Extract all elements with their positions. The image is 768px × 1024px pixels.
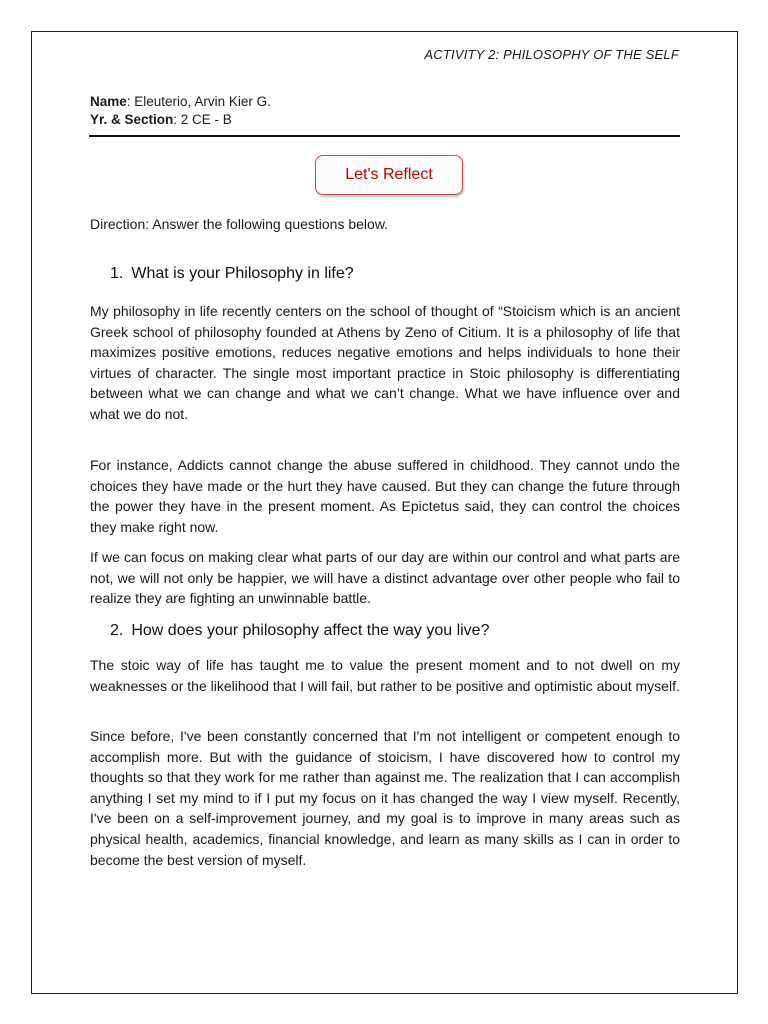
question-1-text: What is your Philosophy in life? xyxy=(131,265,354,282)
section-line xyxy=(90,111,271,129)
answer-1-paragraph-3: If we can focus on making clear what parts of our day are within our control and what parts are not, we will not only be happier, we will have a distinct advantage over other people who fail to realize they are fighting an unwinnable battle. xyxy=(90,549,680,607)
question-2-text: How does your philosophy affect the way you live? xyxy=(131,622,490,639)
student-info xyxy=(90,93,271,129)
answer-1-paragraph-2: For instance, Addicts cannot change the abuse suffered in childhood. They cannot undo the choices they have made or the hurt they have caused. But they can change the future through the power they have in the present moment. As Epictetus said, they can control the choices they make right now. xyxy=(90,457,680,535)
name-value: : Eleuterio, Arvin Kier G. xyxy=(126,94,271,109)
lets-reflect-label: Let's Reflect xyxy=(345,166,433,183)
answer-2-paragraph-2: Since before, I've been constantly concerned that I'm not intelligent or competent enough to accomplish more. But with the guidance of stoicism, I have discovered how to control my thoughts so that they work for me rather than against me. The realization that I can accomplish anything I set my mind to if I put my focus on it has changed the way I view myself. Recently, I've been on a self-improvement journey, and my goal is to improve in many areas such as physical health, academics, financial knowledge, and learn as many skills as I can in order to become the best version of myself. xyxy=(90,728,680,868)
answer-2-paragraph-1: The stoic way of life has taught me to value the present moment and to not dwell on my weaknesses or the likelihood that I will fail, but rather to be positive and optimistic about myself. xyxy=(90,657,680,694)
question-1-number: 1. xyxy=(110,265,124,282)
document-page xyxy=(31,31,738,994)
section-value: : 2 CE - B xyxy=(173,112,232,127)
direction-text: Direction: Answer the following questions below. xyxy=(90,216,389,232)
activity-title: ACTIVITY 2: PHILOSOPHY OF THE SELF xyxy=(424,47,679,62)
answer-1-paragraph-1: My philosophy in life recently centers on the school of thought of “Stoicism which is an ancient Greek school of philosophy founded at Athens by Zeno of Citium. It is a philosophy of life that maximizes positive emotions, reduces negative emotions and helps individuals to hone their virtues of character. The single most important practice in Stoic philosophy is differentiating between what we can change and what we can’t change. What we have influence over and what we do not. xyxy=(90,303,680,422)
question-1-heading xyxy=(110,265,354,283)
name-line xyxy=(90,93,271,111)
question-2-heading xyxy=(110,622,489,640)
name-label: Name xyxy=(90,94,127,109)
lets-reflect-banner xyxy=(315,155,463,195)
header-divider xyxy=(89,135,680,137)
question-2-number: 2. xyxy=(110,622,124,639)
section-label: Yr. & Section xyxy=(90,112,174,127)
